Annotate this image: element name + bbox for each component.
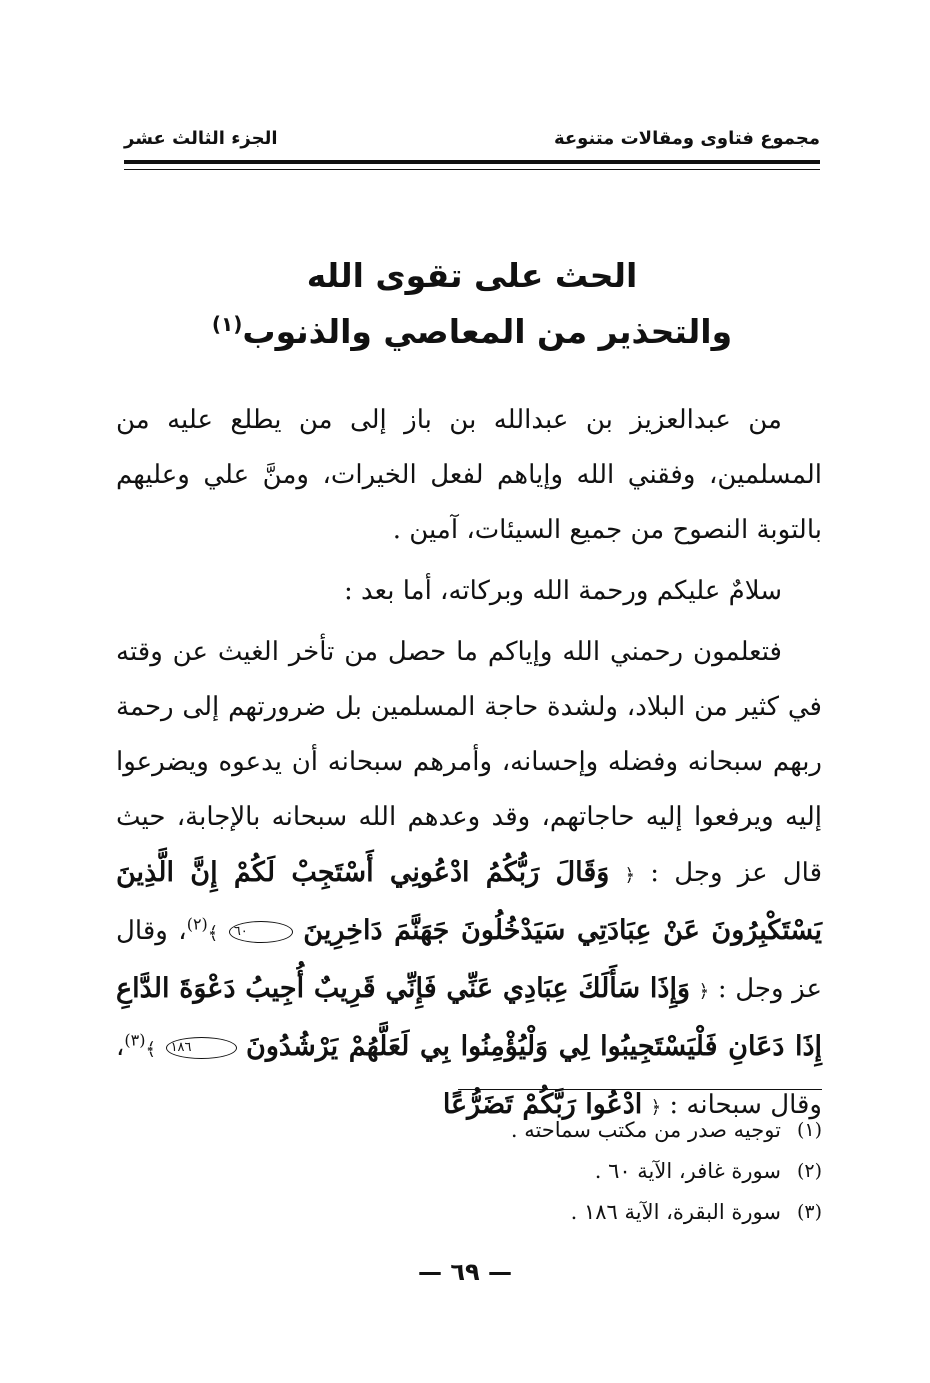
footnote-ref-3: (٣) xyxy=(124,1030,146,1050)
paragraph-opening: من عبدالعزيز بن عبدالله بن باز إلى من يطلع عليه من المسلمين، وفقني الله وإياهم لفعل الخيرات، ومنَّ علي وعليهم بالتوبة النصوح من جميع السيئات، آمين . xyxy=(116,405,822,545)
page-number: — ٦٩ — xyxy=(417,1258,512,1286)
footnote-number: (٢) xyxy=(796,1160,822,1182)
paragraph-main-text: فتعلمون رحمني الله وإياكم ما حصل من تأخر الغيث عن وقته في كثير من البلاد، ولشدة حاجة المسلمين بل ضرورتهم إلى رحمة ربهم سبحانه وفضله وإحسانه، وأمرهم سبحانه أن يدعوه ويضرعوا إليه ويرفعوا إليه حاجاتهم، وقد وعدهم الله سبحانه بالإجابة، حيث قال عز وجل : xyxy=(116,637,823,888)
paragraph-greeting: سلامٌ عليكم ورحمة الله وبركاته، أما بعد : xyxy=(344,576,782,606)
header-rule-thick xyxy=(124,160,820,164)
footnote-text: سورة غافر، الآية ٦٠ . xyxy=(594,1159,781,1183)
title-line-2-text: والتحذير من المعاصي والذنوب xyxy=(242,312,733,351)
ornate-bracket-close: ﴾ xyxy=(207,923,219,944)
header-book-title: مجموع فتاوى ومقالات متنوعة xyxy=(553,127,820,149)
footnotes xyxy=(262,1110,822,1233)
footnote-text: توجيه صدر من مكتب سماحته . xyxy=(510,1118,781,1142)
article-title xyxy=(124,248,820,360)
title-line-1: الحث على تقوى الله xyxy=(306,256,638,295)
ornate-bracket-open: ﴿ xyxy=(624,865,636,886)
footnote-item xyxy=(262,1110,822,1151)
footnote-number: (١) xyxy=(796,1119,822,1141)
footnote-item xyxy=(262,1151,822,1192)
running-header xyxy=(124,122,820,154)
connector-text-1: ، وقال عز وجل : xyxy=(116,916,823,1004)
header-volume: الجزء الثالث عشر xyxy=(124,127,278,149)
title-line-2 xyxy=(124,304,820,360)
ornate-bracket-close: ﴾ xyxy=(145,1039,157,1060)
footnote-ref-2: (٢) xyxy=(186,914,208,934)
paragraph-main xyxy=(116,625,822,1135)
header-rule-thin xyxy=(124,169,820,170)
footnote-text: سورة البقرة، الآية ١٨٦ . xyxy=(570,1200,781,1224)
footnote-separator xyxy=(458,1089,822,1090)
footnote-item xyxy=(262,1192,822,1233)
ornate-bracket-open: ﴿ xyxy=(698,981,710,1002)
quran-verse-1: وَقَالَ رَبُّكُمُ ادْعُونِي أَسْتَجِبْ لَكُمْ إِنَّ الَّذِينَ يَسْتَكْبِرُونَ عَنْ عِبَادَتِي سَيَدْخُلُونَ جَهَنَّمَ دَاخِرِينَ xyxy=(116,857,823,946)
article-body xyxy=(116,393,822,1135)
quran-verse-3: ادْعُوا رَبَّكُمْ تَضَرُّعًا xyxy=(442,1089,643,1120)
title-footnote-ref: (١) xyxy=(211,312,243,336)
ornate-bracket-open: ﴿ xyxy=(650,1097,662,1118)
quran-verse-2: وَإِذَا سَأَلَكَ عِبَادِي عَنِّي فَإِنِّي قَرِيبٌ أُجِيبُ دَعْوَةَ الدَّاعِ إِذَا دَعَانِ فَلْيَسْتَجِيبُوا لِي وَلْيُؤْمِنُوا بِي لَعَلَّهُمْ يَرْشُدُونَ xyxy=(116,973,823,1062)
footnote-number: (٣) xyxy=(796,1201,822,1223)
ayah-number-2: ١٨٦ xyxy=(166,1037,237,1059)
ayah-number-1: ٦٠ xyxy=(229,921,293,943)
connector-text-2: ، وقال سبحانه : xyxy=(116,1032,822,1120)
